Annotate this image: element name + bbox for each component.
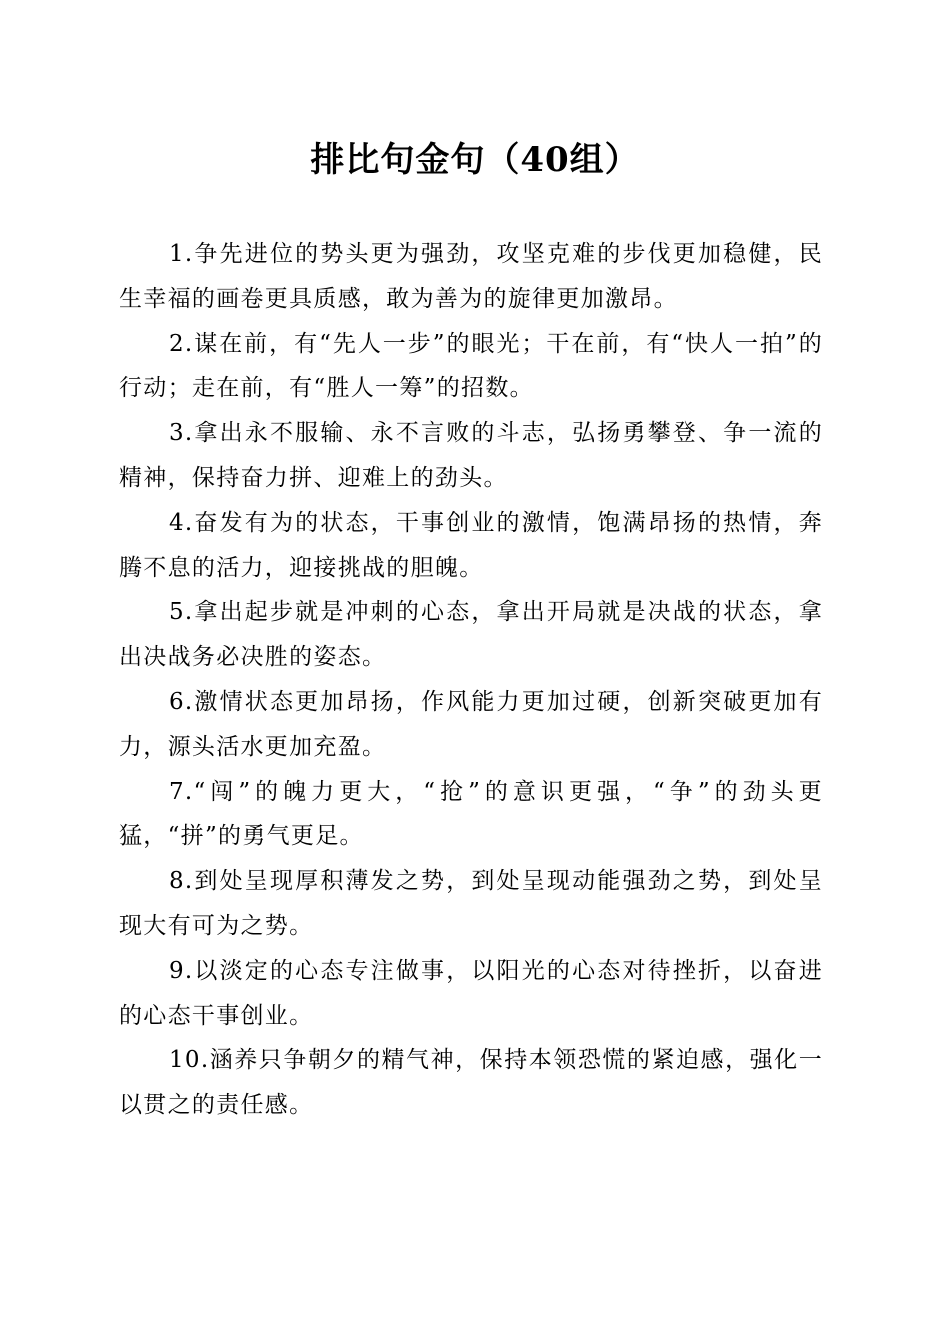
- paragraph-8: 8.到处呈现厚积薄发之势，到处呈现动能强劲之势，到处呈现大有可为之势。: [119, 868, 823, 939]
- paragraph-6: 6.激情状态更加昂扬，作风能力更加过硬，创新突破更加有力，源头活水更加充盈。: [119, 688, 823, 760]
- paragraph-1: 1.争先进位的势头更为强劲，攻坚克难的步伐更加稳健，民生幸福的画卷更具质感，敢为善为的旋律更加激昂。: [119, 241, 823, 312]
- paragraph-3: 3.拿出永不服输、永不言败的斗志，弘扬勇攀登、争一流的精神，保持奋力拼、迎难上的劲头。: [119, 420, 823, 491]
- paragraph-9: 9.以淡定的心态专注做事，以阳光的心态对待挫折，以奋进的心态干事创业。: [119, 957, 823, 1029]
- paragraph-10: 10.涵养只争朝夕的精气神，保持本领恐慌的紧迫感，强化一以贯之的责任感。: [119, 1047, 823, 1119]
- paragraph-5: 5.拿出起步就是冲刺的心态，拿出开局就是决战的状态，拿出决战务必决胜的姿态。: [119, 599, 823, 671]
- document-body: [119, 232, 823, 1128]
- paragraph-4: 4.奋发有为的状态，干事创业的激情，饱满昂扬的热情，奔腾不息的活力，迎接挑战的胆魄。: [119, 509, 823, 581]
- paragraph-7: 7.“闯”的魄力更大，“抢”的意识更强，“争”的劲头更猛，“拼”的勇气更足。: [119, 778, 823, 850]
- document-title: 排比句金句（40组）: [310, 140, 640, 180]
- paragraph-2: 2.谋在前，有“先人一步”的眼光；干在前，有“快人一拍”的行动；走在前，有“胜人一筹”的招数。: [119, 330, 823, 402]
